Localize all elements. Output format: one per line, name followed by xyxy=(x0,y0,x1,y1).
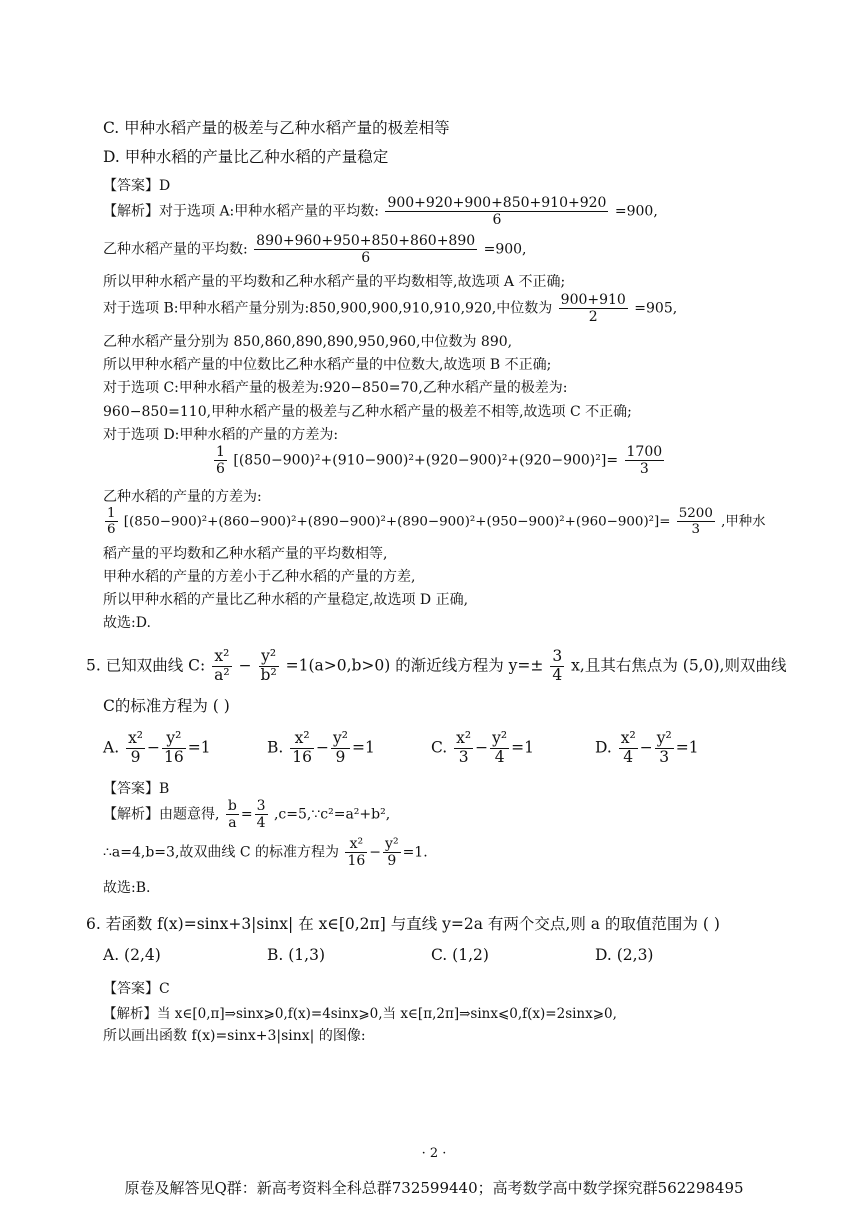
solution-line: 所以甲种水稻产量的中位数比乙种水稻产量的中位数大,故选项 B 不正确; xyxy=(103,357,552,373)
denominator: 4 xyxy=(256,815,266,832)
q5-option-b xyxy=(267,730,375,767)
q6-option-c: C. (1,2) xyxy=(431,946,489,964)
numerator: 5200 xyxy=(678,506,713,521)
footer-group-info: 原卷及解答见Q群：新高考资料全科总群732599440；高考数学高中数学探究群562298495 xyxy=(124,1179,744,1197)
option-label: A. xyxy=(103,738,120,757)
solution-line: 甲种水稻的产量的方差小于乙种水稻的产量的方差, xyxy=(103,569,416,585)
denominator: 16 xyxy=(292,747,312,766)
q6-option-d: D. (2,3) xyxy=(595,946,654,964)
numerator: y² xyxy=(656,729,672,747)
page-number: · 2 · xyxy=(421,1146,447,1161)
numerator: x² xyxy=(290,730,314,749)
q5-option-d xyxy=(595,730,699,767)
stem-text: =1(a>0,b>0) 的渐近线方程为 y=± xyxy=(285,656,544,675)
numerator: x² xyxy=(620,729,636,747)
fraction xyxy=(550,648,564,685)
solution-text: =900, xyxy=(483,241,527,258)
solution-text: 【解析】对于选项 A:甲种水稻产量的平均数: xyxy=(103,203,379,220)
fraction xyxy=(655,730,674,767)
minus-sign: − xyxy=(639,738,653,757)
denominator: 4 xyxy=(623,747,634,766)
question-6-stem: 6. 若函数 f(x)=sinx+3|sinx| 在 x∈[0,2π] 与直线 y=2a 有两个交点,则 a 的取值范围为 ( ) xyxy=(86,915,720,933)
fraction xyxy=(226,798,239,831)
fraction xyxy=(559,292,628,325)
denominator: 3 xyxy=(639,461,649,478)
fraction xyxy=(331,730,350,767)
variance-formula xyxy=(212,444,666,477)
denominator: 9 xyxy=(130,747,141,766)
solution-line: 故选:B. xyxy=(103,880,151,896)
formula-body: [(850−900)²+(910−900)²+(920−900)²+(920−900)²]= xyxy=(233,452,619,469)
numerator: x² xyxy=(456,729,472,747)
denominator: 3 xyxy=(659,747,670,766)
denominator: 3 xyxy=(458,747,469,766)
fraction xyxy=(126,730,145,767)
solution-line: 所以甲种水稻的产量比乙种水稻的产量稳定,故选项 D 正确, xyxy=(103,592,469,608)
equals-sign: = xyxy=(240,806,253,823)
variance-formula xyxy=(103,506,766,538)
denominator: 6 xyxy=(216,461,225,478)
numerator: 1 xyxy=(107,506,116,521)
equals-one: =1 xyxy=(675,738,699,757)
solution-line xyxy=(103,836,428,869)
numerator: b xyxy=(227,798,237,814)
solution-line: 960−850=110,甲种水稻产量的极差与乙种水稻产量的极差不相等,故选项 C 不正确; xyxy=(103,404,632,420)
numerator: 1 xyxy=(216,444,225,460)
solution-line xyxy=(103,292,677,325)
solution-line: 乙种水稻的产量的方差为: xyxy=(103,489,262,505)
solution-line xyxy=(103,798,390,831)
answer-label: 【答案】B xyxy=(103,781,170,797)
solution-line: 【解析】当 x∈[0,π]⇒sinx⩾0,f(x)=4sinx⩾0,当 x∈[π,2π]⇒sinx⩽0,f(x)=2sinx⩾0, xyxy=(103,1006,617,1022)
numerator: 900+920+900+850+910+920 xyxy=(387,195,607,211)
fraction xyxy=(619,730,638,767)
solution-text: 乙种水稻产量的平均数: xyxy=(103,241,248,258)
equals-one: =1 xyxy=(511,738,534,757)
denominator: 9 xyxy=(387,853,397,870)
solution-line: 稻产量的平均数和乙种水稻产量的平均数相等, xyxy=(103,546,388,562)
minus-sign: − xyxy=(369,844,382,861)
fraction xyxy=(254,233,477,266)
numerator: 900+910 xyxy=(560,292,626,308)
denominator: 9 xyxy=(335,747,346,766)
denominator: 3 xyxy=(691,522,701,538)
option-c: C. 甲种水稻产量的极差与乙种水稻产量的极差相等 xyxy=(103,119,450,137)
solution-line: 故选:D. xyxy=(103,615,151,631)
denominator: b² xyxy=(260,665,277,684)
numerator: y² xyxy=(333,729,348,747)
solution-text: 【解析】由题意得, xyxy=(103,806,220,823)
numerator: 3 xyxy=(552,647,563,665)
solution-line xyxy=(103,195,658,228)
fraction xyxy=(454,730,473,767)
solution-text: =900, xyxy=(614,203,658,220)
minus-sign: − xyxy=(238,656,252,675)
denominator: 6 xyxy=(107,522,116,538)
question-5-stem xyxy=(86,648,786,685)
option-d: D. 甲种水稻的产量比乙种水稻的产量稳定 xyxy=(103,148,389,166)
stem-text: x,且其右焦点为 (5,0),则双曲线 xyxy=(571,656,787,675)
fraction xyxy=(625,444,665,477)
solution-text: =1. xyxy=(402,844,428,861)
solution-line: 对于选项 C:甲种水稻产量的极差为:920−850=70,乙种水稻产量的极差为: xyxy=(103,380,568,396)
solution-text: 对于选项 B:甲种水稻产量分别为:850,900,900,910,910,920,中位数为 xyxy=(103,300,553,317)
numerator: x² xyxy=(212,648,231,667)
numerator: y² xyxy=(259,648,279,667)
minus-sign: − xyxy=(147,738,161,757)
fraction xyxy=(490,730,509,767)
numerator: 3 xyxy=(256,798,266,814)
solution-line: 对于选项 D:甲种水稻的产量的方差为: xyxy=(103,427,339,443)
fraction xyxy=(345,836,367,869)
numerator: 1700 xyxy=(626,444,663,460)
q5-option-c xyxy=(431,730,534,767)
numerator: y² xyxy=(385,836,399,852)
fraction xyxy=(677,506,715,538)
denominator: 16 xyxy=(347,853,366,870)
option-label: D. xyxy=(595,738,612,757)
minus-sign: − xyxy=(475,738,489,757)
formula-body: [(850−900)²+(860−900)²+(890−900)²+(890−900)²+(950−900)²+(960−900)²]= xyxy=(123,514,671,530)
fraction xyxy=(162,730,186,767)
answer-label: 【答案】C xyxy=(103,981,170,997)
numerator: x² xyxy=(128,729,144,747)
option-label: B. xyxy=(267,738,284,757)
answer-label: 【答案】D xyxy=(103,178,171,194)
option-label: C. xyxy=(431,738,448,757)
question-5-stem-line2: C的标准方程为 ( ) xyxy=(103,697,230,715)
fraction xyxy=(255,798,268,831)
equals-one: =1 xyxy=(351,738,375,757)
denominator: 2 xyxy=(588,309,598,326)
denominator: a xyxy=(228,815,237,832)
denominator: 16 xyxy=(164,747,184,766)
denominator: 6 xyxy=(492,212,502,229)
numerator: 890+960+950+850+860+890 xyxy=(256,233,476,249)
numerator: y² xyxy=(492,729,508,747)
solution-text: ,甲种水 xyxy=(721,514,766,530)
solution-line: 乙种水稻产量分别为 850,860,890,890,950,960,中位数为 890, xyxy=(103,334,513,350)
solution-line xyxy=(103,233,527,266)
solution-text: ∴a=4,b=3,故双曲线 C 的标准方程为 xyxy=(103,844,340,861)
numerator: x² xyxy=(345,836,367,853)
stem-text: 5. 已知双曲线 C: xyxy=(86,656,206,675)
fraction xyxy=(383,836,401,869)
solution-text: =905, xyxy=(634,300,678,317)
solution-line: 所以甲种水稻产量的平均数和乙种水稻产量的平均数相等,故选项 A 不正确; xyxy=(103,274,566,290)
fraction xyxy=(290,730,314,767)
q6-option-b: B. (1,3) xyxy=(267,946,325,964)
fraction xyxy=(214,444,227,477)
solution-text: ,c=5,∵c²=a²+b², xyxy=(273,806,391,823)
q6-option-a: A. (2,4) xyxy=(103,946,161,964)
minus-sign: − xyxy=(316,738,329,757)
denominator: 4 xyxy=(552,665,563,684)
denominator: a² xyxy=(214,665,230,684)
numerator: y² xyxy=(162,730,186,749)
fraction xyxy=(385,195,608,228)
denominator: 6 xyxy=(361,250,371,267)
denominator: 4 xyxy=(494,747,505,766)
fraction xyxy=(212,648,231,685)
fraction xyxy=(259,648,279,685)
q5-option-a xyxy=(103,730,211,767)
solution-line: 所以画出函数 f(x)=sinx+3|sinx| 的图像: xyxy=(103,1028,366,1044)
equals-one: =1 xyxy=(187,738,211,757)
fraction xyxy=(105,506,118,538)
